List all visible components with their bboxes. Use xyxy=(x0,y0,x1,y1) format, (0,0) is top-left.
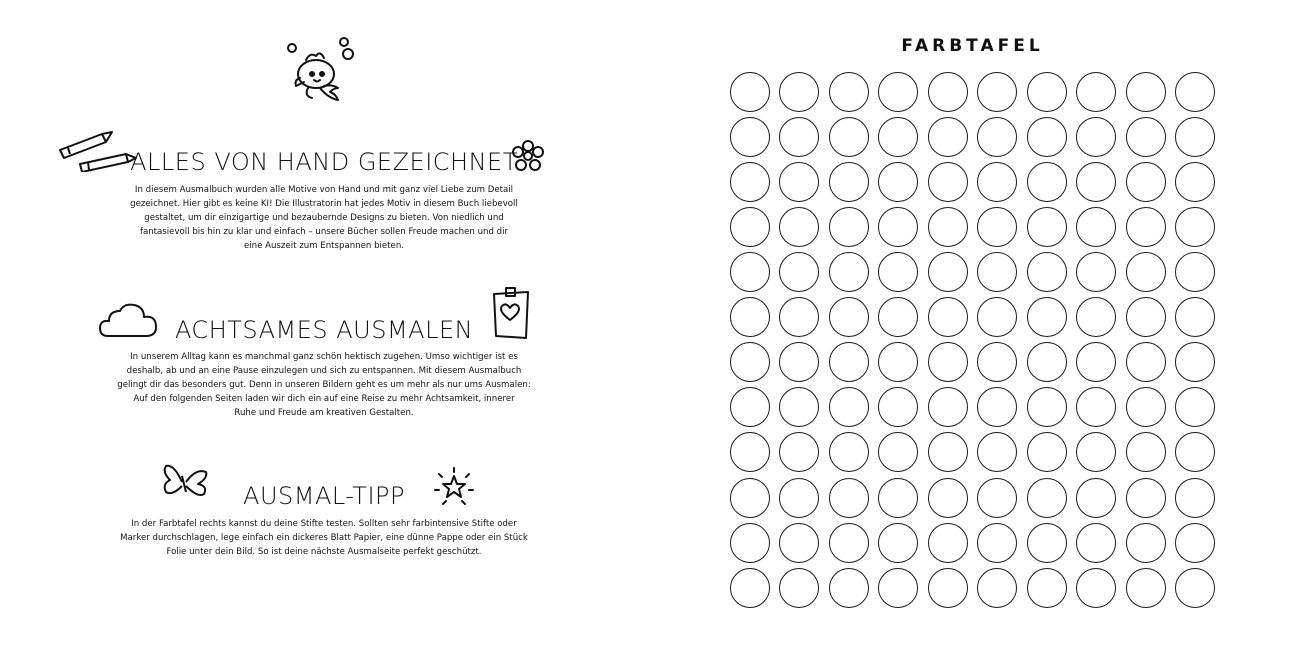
section-title-mindful: ACHTSAMES AUSMALEN xyxy=(174,316,474,344)
color-swatch-circle[interactable] xyxy=(977,523,1017,563)
body-line: gezeichnet. Hier gibt es keine KI! Die Illustratorin hat jedes Motiv in diesem Buch liebevoll xyxy=(130,199,518,209)
color-swatch-circle[interactable] xyxy=(928,72,968,112)
color-swatch-circle[interactable] xyxy=(977,432,1017,472)
body-line: eine Auszeit zum Entspannen bieten. xyxy=(243,241,405,251)
color-swatch-grid xyxy=(728,70,1217,610)
body-line: Auf den folgenden Seiten laden wir dich ein auf eine Reise zu mehr Achtsamkeit, innerer xyxy=(133,394,515,404)
body-line: gelingt dir das besonders gut. Denn in unseren Bildern geht es um mehr als nur ums Ausmalen: xyxy=(117,380,531,390)
color-swatch-circle[interactable] xyxy=(1175,523,1215,563)
color-swatch-circle[interactable] xyxy=(928,297,968,337)
color-swatch-circle[interactable] xyxy=(1126,478,1166,518)
color-swatch-circle[interactable] xyxy=(829,162,869,202)
fish-icon xyxy=(284,34,360,114)
color-swatch-circle[interactable] xyxy=(1126,252,1166,292)
color-swatch-circle[interactable] xyxy=(1027,432,1067,472)
color-swatch-circle[interactable] xyxy=(1126,568,1166,608)
color-swatch-circle[interactable] xyxy=(1076,207,1116,247)
section-title-hand-drawn: ALLES VON HAND GEZEICHNET xyxy=(130,148,518,176)
section-title-tip: AUSMAL-TIPP xyxy=(243,482,405,510)
color-swatch-circle[interactable] xyxy=(730,342,770,382)
color-swatch-circle[interactable] xyxy=(1126,523,1166,563)
color-swatch-circle[interactable] xyxy=(779,523,819,563)
color-swatch-circle[interactable] xyxy=(928,117,968,157)
color-swatch-circle[interactable] xyxy=(1175,162,1215,202)
color-swatch-circle[interactable] xyxy=(829,72,869,112)
color-swatch-circle[interactable] xyxy=(977,297,1017,337)
color-swatch-circle[interactable] xyxy=(1027,568,1067,608)
color-swatch-circle[interactable] xyxy=(878,72,918,112)
color-swatch-circle[interactable] xyxy=(1076,432,1116,472)
color-swatch-circle[interactable] xyxy=(779,72,819,112)
color-swatch-circle[interactable] xyxy=(977,568,1017,608)
color-swatch-circle[interactable] xyxy=(779,117,819,157)
color-swatch-circle[interactable] xyxy=(779,252,819,292)
color-swatch-circle[interactable] xyxy=(730,297,770,337)
color-swatch-circle[interactable] xyxy=(977,387,1017,427)
color-swatch-circle[interactable] xyxy=(730,523,770,563)
color-swatch-circle[interactable] xyxy=(1076,387,1116,427)
color-swatch-circle[interactable] xyxy=(1126,387,1166,427)
color-swatch-circle[interactable] xyxy=(1027,297,1067,337)
section-body-hand-drawn xyxy=(0,183,648,253)
color-swatch-circle[interactable] xyxy=(1175,478,1215,518)
body-line: Ruhe und Freude am kreativen Gestalten. xyxy=(234,408,414,418)
color-swatch-circle[interactable] xyxy=(878,207,918,247)
color-swatch-circle[interactable] xyxy=(730,432,770,472)
color-swatch-circle[interactable] xyxy=(1076,523,1116,563)
body-line: In der Farbtafel rechts kannst du deine Stifte testen. Sollten sehr farbintensive Stifte oder xyxy=(131,519,517,529)
color-swatch-circle[interactable] xyxy=(730,72,770,112)
color-swatch-circle[interactable] xyxy=(1027,162,1067,202)
color-swatch-circle[interactable] xyxy=(928,568,968,608)
section-body-tip xyxy=(0,517,648,559)
color-swatch-circle[interactable] xyxy=(878,297,918,337)
color-swatch-circle[interactable] xyxy=(878,568,918,608)
body-line: In diesem Ausmalbuch wurden alle Motive von Hand und mit ganz viel Liebe zum Detail xyxy=(134,185,514,195)
color-swatch-circle[interactable] xyxy=(878,342,918,382)
color-swatch-circle[interactable] xyxy=(977,252,1017,292)
color-swatch-circle[interactable] xyxy=(1027,207,1067,247)
color-swatch-circle[interactable] xyxy=(779,162,819,202)
color-swatch-circle[interactable] xyxy=(779,387,819,427)
color-swatch-circle[interactable] xyxy=(829,523,869,563)
color-swatch-circle[interactable] xyxy=(1076,568,1116,608)
body-line: deshalb, ab und an eine Pause einzulegen und sich zu entspannen. Mit diesem Ausmalbuch xyxy=(126,366,522,376)
color-swatch-circle[interactable] xyxy=(1027,523,1067,563)
body-line: gestaltet, um dir einzigartige und bezaubernde Designs zu bieten. Von niedlich und xyxy=(144,213,504,223)
color-swatch-circle[interactable] xyxy=(928,432,968,472)
color-swatch-circle[interactable] xyxy=(977,207,1017,247)
color-swatch-circle[interactable] xyxy=(1076,297,1116,337)
color-swatch-circle[interactable] xyxy=(779,568,819,608)
color-swatch-circle[interactable] xyxy=(928,342,968,382)
color-swatch-circle[interactable] xyxy=(1027,72,1067,112)
color-swatch-circle[interactable] xyxy=(730,387,770,427)
color-swatch-circle[interactable] xyxy=(1027,342,1067,382)
color-swatch-circle[interactable] xyxy=(1027,387,1067,427)
body-line: In unserem Alltag kann es manchmal ganz schön hektisch zugehen. Umso wichtiger ist es xyxy=(130,352,518,362)
right-page xyxy=(648,0,1297,648)
color-swatch-circle[interactable] xyxy=(779,342,819,382)
color-swatch-circle[interactable] xyxy=(928,523,968,563)
color-swatch-circle[interactable] xyxy=(977,162,1017,202)
color-swatch-circle[interactable] xyxy=(878,162,918,202)
left-page xyxy=(0,0,648,648)
color-swatch-circle[interactable] xyxy=(977,72,1017,112)
color-swatch-circle[interactable] xyxy=(730,252,770,292)
color-swatch-circle[interactable] xyxy=(928,252,968,292)
body-line: Folie unter dein Bild. So ist deine nächste Ausmalseite perfekt geschützt. xyxy=(166,547,482,557)
color-swatch-circle[interactable] xyxy=(878,432,918,472)
color-swatch-circle[interactable] xyxy=(779,207,819,247)
body-line: Marker durchschlagen, lege einfach ein dickeres Blatt Papier, eine dünne Pappe oder ein Stück xyxy=(120,533,528,543)
color-swatch-circle[interactable] xyxy=(1126,162,1166,202)
color-swatch-circle[interactable] xyxy=(829,207,869,247)
color-swatch-circle[interactable] xyxy=(1076,252,1116,292)
color-swatch-circle[interactable] xyxy=(977,117,1017,157)
color-swatch-circle[interactable] xyxy=(928,162,968,202)
color-swatch-circle[interactable] xyxy=(829,568,869,608)
color-swatch-circle[interactable] xyxy=(1175,342,1215,382)
color-swatch-circle[interactable] xyxy=(878,523,918,563)
color-swatch-circle[interactable] xyxy=(878,117,918,157)
color-swatch-circle[interactable] xyxy=(878,252,918,292)
color-swatch-circle[interactable] xyxy=(779,297,819,337)
color-swatch-circle[interactable] xyxy=(1175,568,1215,608)
color-swatch-circle[interactable] xyxy=(730,478,770,518)
color-swatch-circle[interactable] xyxy=(1175,252,1215,292)
color-swatch-circle[interactable] xyxy=(1076,117,1116,157)
color-swatch-circle[interactable] xyxy=(1126,432,1166,472)
color-swatch-circle[interactable] xyxy=(829,297,869,337)
color-swatch-circle[interactable] xyxy=(1076,72,1116,112)
color-swatch-circle[interactable] xyxy=(829,342,869,382)
color-swatch-circle[interactable] xyxy=(1126,207,1166,247)
color-swatch-circle[interactable] xyxy=(829,387,869,427)
color-swatch-circle[interactable] xyxy=(829,432,869,472)
color-swatch-circle[interactable] xyxy=(829,478,869,518)
color-swatch-circle[interactable] xyxy=(1076,478,1116,518)
color-swatch-circle[interactable] xyxy=(1076,162,1116,202)
color-swatch-circle[interactable] xyxy=(1175,117,1215,157)
color-chart-title: FARBTAFEL xyxy=(901,36,1044,56)
color-swatch-circle[interactable] xyxy=(928,387,968,427)
color-swatch-circle[interactable] xyxy=(829,252,869,292)
color-swatch-circle[interactable] xyxy=(1175,387,1215,427)
color-swatch-circle[interactable] xyxy=(779,478,819,518)
color-swatch-circle[interactable] xyxy=(730,162,770,202)
color-swatch-circle[interactable] xyxy=(928,207,968,247)
color-swatch-circle[interactable] xyxy=(878,387,918,427)
color-swatch-circle[interactable] xyxy=(1175,72,1215,112)
color-swatch-circle[interactable] xyxy=(1126,117,1166,157)
color-swatch-circle[interactable] xyxy=(829,117,869,157)
body-line: fantasievoll bis hin zu klar und einfach – unsere Bücher sollen Freude machen und dir xyxy=(139,227,509,237)
color-swatch-circle[interactable] xyxy=(1126,297,1166,337)
color-swatch-circle[interactable] xyxy=(730,207,770,247)
color-swatch-circle[interactable] xyxy=(1027,252,1067,292)
color-swatch-circle[interactable] xyxy=(1126,72,1166,112)
color-swatch-circle[interactable] xyxy=(928,478,968,518)
color-swatch-circle[interactable] xyxy=(977,478,1017,518)
color-swatch-circle[interactable] xyxy=(1175,207,1215,247)
color-swatch-circle[interactable] xyxy=(1076,342,1116,382)
color-swatch-circle[interactable] xyxy=(1027,478,1067,518)
color-swatch-circle[interactable] xyxy=(1175,432,1215,472)
color-swatch-circle[interactable] xyxy=(1126,342,1166,382)
color-swatch-circle[interactable] xyxy=(1175,297,1215,337)
color-swatch-circle[interactable] xyxy=(779,432,819,472)
color-swatch-circle[interactable] xyxy=(977,342,1017,382)
color-swatch-circle[interactable] xyxy=(1027,117,1067,157)
color-swatch-circle[interactable] xyxy=(878,478,918,518)
color-swatch-circle[interactable] xyxy=(730,568,770,608)
color-swatch-circle[interactable] xyxy=(730,117,770,157)
section-body-mindful xyxy=(0,350,648,420)
